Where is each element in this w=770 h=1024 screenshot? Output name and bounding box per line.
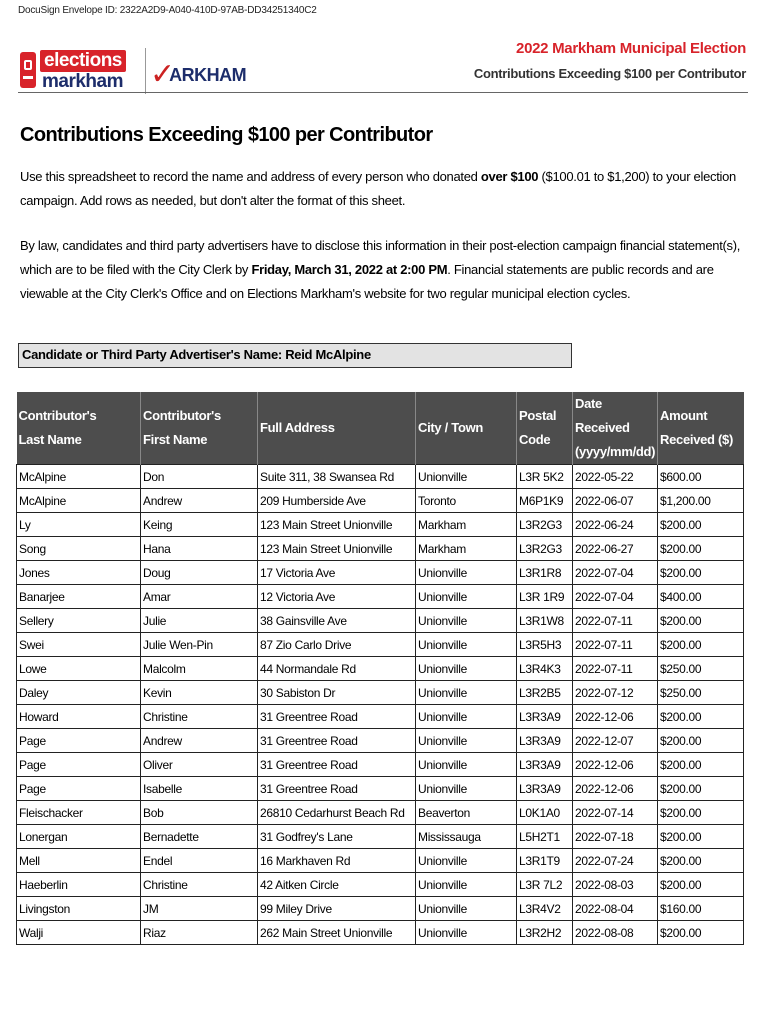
city-cell[interactable]: Beaverton bbox=[416, 801, 517, 825]
last-name-cell[interactable]: Haeberlin bbox=[17, 873, 141, 897]
city-cell[interactable]: Toronto bbox=[416, 489, 517, 513]
table-row bbox=[17, 633, 744, 657]
postal-code-cell[interactable]: L3R 5K2 bbox=[517, 465, 573, 489]
date-cell[interactable]: 2022-06-24 bbox=[573, 513, 658, 537]
address-cell[interactable]: 30 Sabiston Dr bbox=[258, 681, 416, 705]
amount-cell[interactable]: $200.00 bbox=[658, 609, 744, 633]
date-cell[interactable]: 2022-07-04 bbox=[573, 561, 658, 585]
city-cell[interactable]: Unionville bbox=[416, 609, 517, 633]
date-cell[interactable]: 2022-12-07 bbox=[573, 729, 658, 753]
col-city-header-line: City / Town bbox=[418, 420, 484, 435]
date-cell[interactable]: 2022-07-12 bbox=[573, 681, 658, 705]
amount-cell[interactable]: $200.00 bbox=[658, 729, 744, 753]
last-name-cell[interactable]: Howard bbox=[17, 705, 141, 729]
first-name-cell[interactable]: Bob bbox=[141, 801, 258, 825]
last-name-cell[interactable]: Daley bbox=[17, 681, 141, 705]
table-row bbox=[17, 489, 744, 513]
col-last-name-header bbox=[17, 392, 141, 465]
city-cell[interactable]: Unionville bbox=[416, 753, 517, 777]
legal-text-2: . Financial statements are public records and are viewable at the City Clerk's Office and on Elections Markham's website for two regular municipal election cycles. bbox=[20, 262, 714, 301]
first-name-cell[interactable]: Kevin bbox=[141, 681, 258, 705]
city-cell[interactable]: Unionville bbox=[416, 705, 517, 729]
address-cell[interactable]: 31 Greentree Road bbox=[258, 777, 416, 801]
first-name-cell[interactable]: Andrew bbox=[141, 729, 258, 753]
col-first-name-header-line: Contributor's bbox=[143, 408, 221, 423]
intro-paragraph bbox=[20, 165, 750, 213]
first-name-cell[interactable]: Isabelle bbox=[141, 777, 258, 801]
amount-cell[interactable]: $250.00 bbox=[658, 681, 744, 705]
col-full-address-header-line: Full Address bbox=[260, 420, 335, 435]
city-of-markham-logo bbox=[150, 57, 247, 92]
intro-text-2: ($100.01 to $1,200) to your election campaign. Add rows as needed, but don't alter the format of this sheet. bbox=[20, 169, 736, 208]
amount-cell[interactable]: $250.00 bbox=[658, 657, 744, 681]
address-cell[interactable]: 31 Greentree Road bbox=[258, 753, 416, 777]
city-cell[interactable]: Unionville bbox=[416, 777, 517, 801]
legal-text-1: By law, candidates and third party advertisers have to disclose this information in their post-election campaign financial statement(s), which are to be filed with the City Clerk by bbox=[20, 238, 741, 277]
postal-code-cell[interactable]: L3R4V2 bbox=[517, 897, 573, 921]
table-header-row bbox=[17, 392, 744, 465]
col-date-received-header bbox=[573, 392, 658, 465]
last-name-cell[interactable]: Ly bbox=[17, 513, 141, 537]
first-name-cell[interactable]: Christine bbox=[141, 873, 258, 897]
table-row bbox=[17, 921, 744, 945]
amount-cell[interactable]: $400.00 bbox=[658, 585, 744, 609]
col-amount-header-line: Amount bbox=[660, 408, 708, 423]
first-name-cell[interactable]: Keing bbox=[141, 513, 258, 537]
postal-code-cell[interactable]: L3R2G3 bbox=[517, 537, 573, 561]
last-name-cell[interactable]: Livingston bbox=[17, 897, 141, 921]
postal-code-cell[interactable]: L3R1R8 bbox=[517, 561, 573, 585]
candidate-name-field[interactable]: Candidate or Third Party Advertiser's Name: Reid McAlpine bbox=[18, 343, 572, 368]
table-row bbox=[17, 729, 744, 753]
first-name-cell[interactable]: Endel bbox=[141, 849, 258, 873]
last-name-cell[interactable]: Lonergan bbox=[17, 825, 141, 849]
amount-cell[interactable]: $200.00 bbox=[658, 921, 744, 945]
postal-code-cell[interactable]: L3R2B5 bbox=[517, 681, 573, 705]
address-cell[interactable]: 31 Godfrey's Lane bbox=[258, 825, 416, 849]
amount-cell[interactable]: $200.00 bbox=[658, 801, 744, 825]
amount-cell[interactable]: $200.00 bbox=[658, 753, 744, 777]
amount-cell[interactable]: $200.00 bbox=[658, 513, 744, 537]
logo-divider bbox=[145, 48, 146, 94]
logo-markham-word: markham bbox=[42, 71, 123, 92]
address-cell[interactable]: 17 Victoria Ave bbox=[258, 561, 416, 585]
address-cell[interactable]: 87 Zio Carlo Drive bbox=[258, 633, 416, 657]
last-name-cell[interactable]: Jones bbox=[17, 561, 141, 585]
page-title: Contributions Exceeding $100 per Contributor bbox=[20, 124, 433, 146]
date-cell[interactable]: 2022-06-07 bbox=[573, 489, 658, 513]
col-postal-code-header-line: Code bbox=[519, 432, 551, 447]
first-name-cell[interactable]: Christine bbox=[141, 705, 258, 729]
first-name-cell[interactable]: Oliver bbox=[141, 753, 258, 777]
header-title: 2022 Markham Municipal Election bbox=[516, 40, 746, 57]
date-cell[interactable]: 2022-07-11 bbox=[573, 633, 658, 657]
city-cell[interactable]: Unionville bbox=[416, 657, 517, 681]
last-name-cell[interactable]: Mell bbox=[17, 849, 141, 873]
last-name-cell[interactable]: McAlpine bbox=[17, 489, 141, 513]
postal-code-cell[interactable]: L3R1W8 bbox=[517, 609, 573, 633]
ballot-box-icon bbox=[20, 52, 36, 88]
col-full-address-header bbox=[258, 392, 416, 465]
checkmark-m-icon: ✓ bbox=[150, 57, 176, 92]
table-row bbox=[17, 801, 744, 825]
amount-cell[interactable]: $200.00 bbox=[658, 561, 744, 585]
first-name-cell[interactable]: Andrew bbox=[141, 489, 258, 513]
city-cell[interactable]: Unionville bbox=[416, 921, 517, 945]
address-cell[interactable]: 123 Main Street Unionville bbox=[258, 537, 416, 561]
postal-code-cell[interactable]: L3R2G3 bbox=[517, 513, 573, 537]
table-row bbox=[17, 585, 744, 609]
address-cell[interactable]: 26810 Cedarhurst Beach Rd bbox=[258, 801, 416, 825]
header-subtitle: Contributions Exceeding $100 per Contributor bbox=[473, 66, 746, 81]
postal-code-cell[interactable]: L3R3A9 bbox=[517, 753, 573, 777]
address-cell[interactable]: Suite 311, 38 Swansea Rd bbox=[258, 465, 416, 489]
legal-deadline: Friday, March 31, 2022 at 2:00 PM bbox=[251, 262, 448, 277]
table-row bbox=[17, 513, 744, 537]
postal-code-cell[interactable]: L3R2H2 bbox=[517, 921, 573, 945]
postal-code-cell[interactable]: L3R3A9 bbox=[517, 705, 573, 729]
table-row bbox=[17, 705, 744, 729]
city-cell[interactable]: Unionville bbox=[416, 681, 517, 705]
col-amount-header-line: Received ($) bbox=[660, 432, 733, 447]
postal-code-cell[interactable]: L0K1A0 bbox=[517, 801, 573, 825]
address-cell[interactable]: 31 Greentree Road bbox=[258, 729, 416, 753]
col-amount-header bbox=[658, 392, 744, 465]
table-row bbox=[17, 681, 744, 705]
col-first-name-header-line: First Name bbox=[143, 432, 208, 447]
last-name-cell[interactable]: Page bbox=[17, 753, 141, 777]
col-last-name-header-line: Last Name bbox=[18, 432, 82, 447]
legal-paragraph bbox=[20, 234, 750, 306]
elections-markham-logo bbox=[20, 48, 247, 96]
address-cell[interactable]: 44 Normandale Rd bbox=[258, 657, 416, 681]
intro-text-1: Use this spreadsheet to record the name and address of every person who donated bbox=[20, 169, 481, 184]
postal-code-cell[interactable]: L3R3A9 bbox=[517, 777, 573, 801]
date-cell[interactable]: 2022-12-06 bbox=[573, 705, 658, 729]
city-cell[interactable]: Mississauga bbox=[416, 825, 517, 849]
last-name-cell[interactable]: Lowe bbox=[17, 657, 141, 681]
city-cell[interactable]: Unionville bbox=[416, 849, 517, 873]
address-cell[interactable]: 209 Humberside Ave bbox=[258, 489, 416, 513]
city-cell[interactable]: Unionville bbox=[416, 561, 517, 585]
last-name-cell[interactable]: Sellery bbox=[17, 609, 141, 633]
table-row bbox=[17, 465, 744, 489]
logo-elections-word: elections bbox=[40, 50, 126, 72]
table-row bbox=[17, 873, 744, 897]
date-cell[interactable]: 2022-07-18 bbox=[573, 825, 658, 849]
last-name-cell[interactable]: Banarjee bbox=[17, 585, 141, 609]
table-row bbox=[17, 753, 744, 777]
amount-cell[interactable]: $1,200.00 bbox=[658, 489, 744, 513]
first-name-cell[interactable]: Riaz bbox=[141, 921, 258, 945]
city-cell[interactable]: Unionville bbox=[416, 465, 517, 489]
first-name-cell[interactable]: Doug bbox=[141, 561, 258, 585]
last-name-cell[interactable]: Walji bbox=[17, 921, 141, 945]
address-cell[interactable]: 16 Markhaven Rd bbox=[258, 849, 416, 873]
first-name-cell[interactable]: Julie bbox=[141, 609, 258, 633]
date-cell[interactable]: 2022-08-04 bbox=[573, 897, 658, 921]
table-row bbox=[17, 537, 744, 561]
amount-cell[interactable]: $200.00 bbox=[658, 849, 744, 873]
address-cell[interactable]: 123 Main Street Unionville bbox=[258, 513, 416, 537]
col-city-header bbox=[416, 392, 517, 465]
postal-code-cell[interactable]: L3R4K3 bbox=[517, 657, 573, 681]
table-row bbox=[17, 777, 744, 801]
table-row bbox=[17, 561, 744, 585]
last-name-cell[interactable]: Page bbox=[17, 729, 141, 753]
amount-cell[interactable]: $200.00 bbox=[658, 777, 744, 801]
amount-cell[interactable]: $200.00 bbox=[658, 873, 744, 897]
date-cell[interactable]: 2022-08-03 bbox=[573, 873, 658, 897]
first-name-cell[interactable]: JM bbox=[141, 897, 258, 921]
last-name-cell[interactable]: McAlpine bbox=[17, 465, 141, 489]
address-cell[interactable]: 99 Miley Drive bbox=[258, 897, 416, 921]
city-logo-word: ARKHAM bbox=[169, 64, 247, 85]
docusign-envelope-id: DocuSign Envelope ID: 2322A2D9-A040-410D-97AB-DD34251340C2 bbox=[18, 5, 317, 16]
address-cell[interactable]: 262 Main Street Unionville bbox=[258, 921, 416, 945]
amount-cell[interactable]: $160.00 bbox=[658, 897, 744, 921]
col-date-received-header-line: (yyyy/mm/dd) bbox=[575, 444, 656, 459]
postal-code-cell[interactable]: M6P1K9 bbox=[517, 489, 573, 513]
first-name-cell[interactable]: Amar bbox=[141, 585, 258, 609]
postal-code-cell[interactable]: L3R5H3 bbox=[517, 633, 573, 657]
date-cell[interactable]: 2022-06-27 bbox=[573, 537, 658, 561]
amount-cell[interactable]: $200.00 bbox=[658, 825, 744, 849]
date-cell[interactable]: 2022-12-06 bbox=[573, 777, 658, 801]
first-name-cell[interactable]: Hana bbox=[141, 537, 258, 561]
city-cell[interactable]: Markham bbox=[416, 537, 517, 561]
col-date-received-header-line: Date Received bbox=[575, 396, 630, 435]
date-cell[interactable]: 2022-07-11 bbox=[573, 609, 658, 633]
city-cell[interactable]: Markham bbox=[416, 513, 517, 537]
col-first-name-header bbox=[141, 392, 258, 465]
intro-emphasis: over $100 bbox=[480, 169, 539, 184]
table-row bbox=[17, 825, 744, 849]
col-postal-code-header-line: Postal bbox=[519, 408, 557, 423]
city-cell[interactable]: Unionville bbox=[416, 633, 517, 657]
date-cell[interactable]: 2022-07-14 bbox=[573, 801, 658, 825]
first-name-cell[interactable]: Don bbox=[141, 465, 258, 489]
last-name-cell[interactable]: Page bbox=[17, 777, 141, 801]
postal-code-cell[interactable]: L3R1T9 bbox=[517, 849, 573, 873]
table-row bbox=[17, 849, 744, 873]
postal-code-cell[interactable]: L5H2T1 bbox=[517, 825, 573, 849]
table-body bbox=[17, 465, 744, 945]
col-last-name-header-line: Contributor's bbox=[18, 408, 97, 423]
date-cell[interactable]: 2022-07-11 bbox=[573, 657, 658, 681]
postal-code-cell[interactable]: L3R3A9 bbox=[517, 729, 573, 753]
city-cell[interactable]: Unionville bbox=[416, 873, 517, 897]
col-postal-code-header bbox=[517, 392, 573, 465]
date-cell[interactable]: 2022-12-06 bbox=[573, 753, 658, 777]
first-name-cell[interactable]: Bernadette bbox=[141, 825, 258, 849]
date-cell[interactable]: 2022-07-24 bbox=[573, 849, 658, 873]
amount-cell[interactable]: $200.00 bbox=[658, 705, 744, 729]
postal-code-cell[interactable]: L3R 1R9 bbox=[517, 585, 573, 609]
city-cell[interactable]: Unionville bbox=[416, 585, 517, 609]
amount-cell[interactable]: $200.00 bbox=[658, 633, 744, 657]
date-cell[interactable]: 2022-05-22 bbox=[573, 465, 658, 489]
amount-cell[interactable]: $600.00 bbox=[658, 465, 744, 489]
postal-code-cell[interactable]: L3R 7L2 bbox=[517, 873, 573, 897]
address-cell[interactable]: 42 Aitken Circle bbox=[258, 873, 416, 897]
last-name-cell[interactable]: Fleischacker bbox=[17, 801, 141, 825]
table-row bbox=[17, 897, 744, 921]
address-cell[interactable]: 31 Greentree Road bbox=[258, 705, 416, 729]
last-name-cell[interactable]: Swei bbox=[17, 633, 141, 657]
first-name-cell[interactable]: Julie Wen-Pin bbox=[141, 633, 258, 657]
date-cell[interactable]: 2022-08-08 bbox=[573, 921, 658, 945]
contributions-table bbox=[16, 392, 744, 945]
address-cell[interactable]: 12 Victoria Ave bbox=[258, 585, 416, 609]
address-cell[interactable]: 38 Gainsville Ave bbox=[258, 609, 416, 633]
city-cell[interactable]: Unionville bbox=[416, 729, 517, 753]
amount-cell[interactable]: $200.00 bbox=[658, 537, 744, 561]
date-cell[interactable]: 2022-07-04 bbox=[573, 585, 658, 609]
city-cell[interactable]: Unionville bbox=[416, 897, 517, 921]
last-name-cell[interactable]: Song bbox=[17, 537, 141, 561]
table-row bbox=[17, 609, 744, 633]
table-row bbox=[17, 657, 744, 681]
first-name-cell[interactable]: Malcolm bbox=[141, 657, 258, 681]
header-divider bbox=[18, 92, 748, 93]
